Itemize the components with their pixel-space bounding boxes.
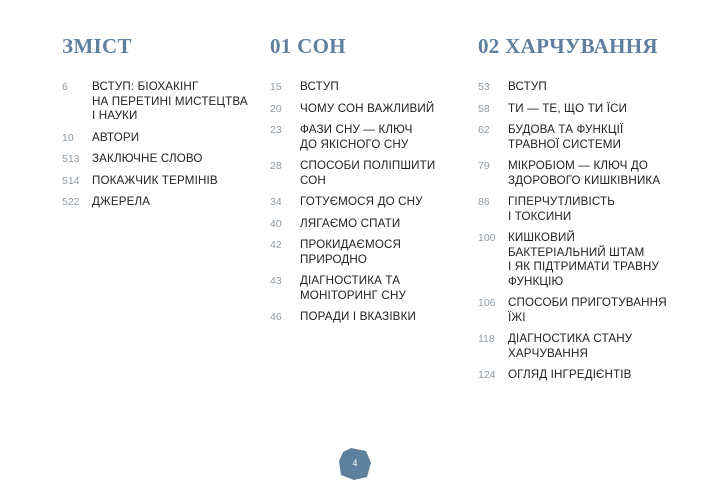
entry-page-number: 10: [62, 131, 74, 144]
entry-title: ВСТУП: БІОХАКІНГ НА ПЕРЕТИНІ МИСТЕЦТВА І НАУКИ: [92, 80, 248, 122]
entry-title: ЧОМУ СОН ВАЖЛИВИЙ: [300, 101, 435, 115]
toc-entry[interactable]: [478, 296, 678, 325]
entry-title: АВТОРИ: [92, 130, 140, 144]
nutrition-column: [478, 34, 678, 390]
entry-title: БУДОВА ТА ФУНКЦІЇ ТРАВНОЇ СИСТЕМИ: [508, 123, 624, 151]
entry-title: ГОТУЄМОСЯ ДО СНУ: [300, 195, 423, 208]
entry-page-number: 58: [478, 102, 490, 115]
entry-title: ОГЛЯД ІНГРЕДІЄНТІВ: [508, 368, 632, 381]
toc-column: [62, 34, 252, 217]
entry-page-number: 79: [478, 160, 490, 172]
entry-page-number: 513: [62, 153, 80, 165]
toc-entry[interactable]: [270, 195, 460, 210]
toc-entry-list: [62, 80, 252, 210]
entry-page-number: 6: [62, 81, 68, 93]
toc-entry[interactable]: [62, 131, 252, 146]
entry-title: ДІАГНОСТИКА ТА МОНІТОРИНГ СНУ: [300, 274, 406, 302]
entry-page-number: 28: [270, 160, 282, 172]
toc-entry[interactable]: [270, 102, 460, 117]
entry-title: ПОРАДИ І ВКАЗІВКИ: [300, 310, 416, 323]
toc-entry[interactable]: [62, 80, 252, 124]
entry-title: ВСТУП: [300, 80, 339, 93]
toc-entry[interactable]: [270, 310, 460, 325]
entry-title: ДЖЕРЕЛА: [92, 195, 151, 208]
toc-entry[interactable]: [478, 195, 678, 224]
entry-title: МІКРОБІОМ — КЛЮЧ ДО ЗДОРОВОГО КИШКІВНИКА: [508, 159, 661, 187]
toc-entry[interactable]: [270, 217, 460, 232]
entry-page-number: 124: [478, 369, 496, 381]
entry-page-number: 23: [270, 124, 282, 136]
entry-title: СПОСОБИ ПРИГОТУВАННЯ ЇЖІ: [508, 296, 667, 324]
sleep-entry-list: [270, 80, 460, 325]
entry-title: ПРОКИДАЄМОСЯ ПРИРОДНО: [300, 238, 402, 266]
toc-entry[interactable]: [270, 274, 460, 303]
toc-entry[interactable]: [478, 123, 678, 152]
entry-page-number: 62: [478, 124, 490, 136]
entry-page-number: 43: [270, 275, 282, 287]
entry-title: СПОСОБИ ПОЛІПШИТИ СОН: [300, 159, 436, 187]
entry-page-number: 106: [478, 297, 496, 309]
toc-entry[interactable]: [478, 80, 678, 95]
entry-page-number: 46: [270, 311, 282, 323]
entry-title: ГІПЕРЧУТЛИВІСТЬ І ТОКСИНИ: [508, 195, 616, 223]
entry-page-number: 42: [270, 239, 282, 251]
entry-page-number: 86: [478, 196, 490, 208]
entry-page-number: 100: [478, 232, 496, 244]
toc-entry[interactable]: [270, 238, 460, 267]
sleep-column: [270, 34, 460, 332]
nutrition-chapter-heading: 02 ХАРЧУВАННЯ: [478, 34, 658, 58]
toc-entry[interactable]: [478, 102, 678, 117]
toc-entry[interactable]: [478, 159, 678, 188]
toc-entry[interactable]: [62, 195, 252, 210]
entry-page-number: 522: [62, 196, 80, 208]
toc-entry[interactable]: [62, 152, 252, 167]
entry-title: ТИ — ТЕ, ЩО ТИ ЇСИ: [508, 101, 628, 115]
toc-entry[interactable]: [270, 80, 460, 95]
entry-title: КИШКОВИЙ БАКТЕРІАЛЬНИЙ ШТАМ І ЯК ПІДТРИМАТИ ТРАВНУ ФУНКЦІЮ: [508, 231, 660, 288]
page-number: 4: [352, 458, 358, 468]
toc-entry[interactable]: [478, 231, 678, 289]
entry-page-number: 40: [270, 217, 282, 230]
entry-page-number: 118: [478, 333, 495, 345]
toc-entry[interactable]: [270, 159, 460, 188]
entry-page-number: 34: [270, 196, 282, 208]
entry-title: ФАЗИ СНУ — КЛЮЧ ДО ЯКІСНОГО СНУ: [300, 123, 413, 151]
toc-entry[interactable]: [478, 368, 678, 383]
toc-heading: ЗМІСТ: [62, 34, 132, 58]
entry-title: ДІАГНОСТИКА СТАНУ ХАРЧУВАННЯ: [508, 332, 633, 360]
entry-title: ЗАКЛЮЧНЕ СЛОВО: [92, 152, 203, 165]
page-number-badge: [338, 447, 372, 481]
entry-title: ЛЯГАЄМО СПАТИ: [300, 216, 401, 230]
sleep-chapter-heading: 01 СОН: [270, 34, 346, 58]
entry-page-number: 53: [478, 81, 490, 93]
toc-entry[interactable]: [62, 174, 252, 189]
entry-page-number: 20: [270, 102, 282, 115]
nutrition-entry-list: [478, 80, 678, 383]
entry-title: ВСТУП: [508, 80, 547, 93]
entry-page-number: 15: [270, 81, 282, 93]
entry-title: ПОКАЖЧИК ТЕРМІНІВ: [92, 173, 218, 187]
toc-entry[interactable]: [478, 332, 678, 361]
toc-entry[interactable]: [270, 123, 460, 152]
entry-page-number: 514: [62, 174, 80, 187]
